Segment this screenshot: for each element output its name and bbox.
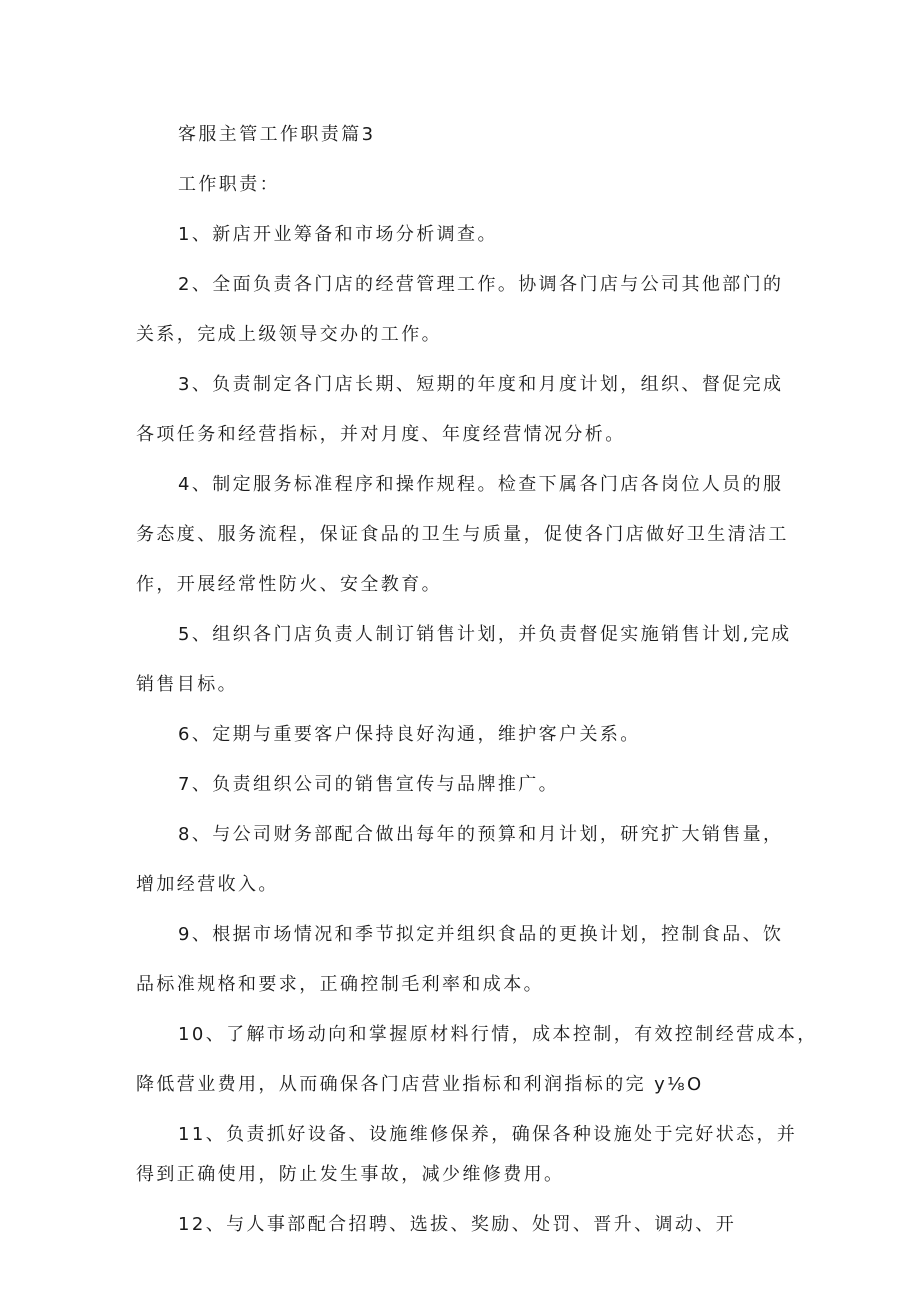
text-line: 品标准规格和要求，正确控制毛利率和成本。 [136,974,544,995]
text-line: 11、负责抓好设备、设施维修保养，确保各种设施处于完好状态，并 [178,1124,798,1145]
text-line: 3、负责制定各门店长期、短期的年度和月度计划，组织、督促完成 [178,374,784,395]
section-heading: 工作职责： [178,174,280,195]
text-line: 得到正确使用，防止发生事故，减少维修费用。 [136,1164,565,1185]
text-line: 4、制定服务标准程序和操作规程。检查下属各门店各岗位人员的服 [178,474,784,495]
text-line: 6、定期与重要客户保持良好沟通，维护客户关系。 [178,724,641,745]
text-line: 1、新店开业筹备和市场分析调查。 [178,224,498,245]
text-line: 销售目标。 [136,674,238,695]
text-line: 2、全面负责各门店的经营管理工作。协调各门店与公司其他部门的 [178,274,784,295]
text-line: 7、负责组织公司的销售宣传与品牌推广。 [178,774,560,795]
text-line: 关系，完成上级领导交办的工作。 [136,324,442,345]
text-line: 增加经营收入。 [136,874,279,895]
text-line: 8、与公司财务部配合做出每年的预算和月计划，研究扩大销售量， [178,824,784,845]
text-line: 10、了解市场动向和掌握原材料行情，成本控制，有效控制经营成本， [178,1024,818,1045]
text-line: 12、与人事部配合招聘、选拔、奖励、处罚、晋升、调动、开 [178,1214,737,1235]
text-line: 降低营业费用，从而确保各门店营业指标和利润指标的完 y⅛O [136,1074,704,1095]
text-line: 各项任务和经营指标，并对月度、年度经营情况分析。 [136,424,626,445]
text-line: 5、组织各门店负责人制订销售计划，并负责督促实施销售计划,完成 [178,624,792,645]
text-line: 作，开展经常性防火、安全教育。 [136,574,442,595]
document-title: 客服主管工作职责篇3 [178,124,376,145]
text-line: 9、根据市场情况和季节拟定并组织食品的更换计划，控制食品、饮 [178,924,784,945]
text-line: 务态度、服务流程，保证食品的卫生与质量，促使各门店做好卫生清洁工 [136,524,789,545]
